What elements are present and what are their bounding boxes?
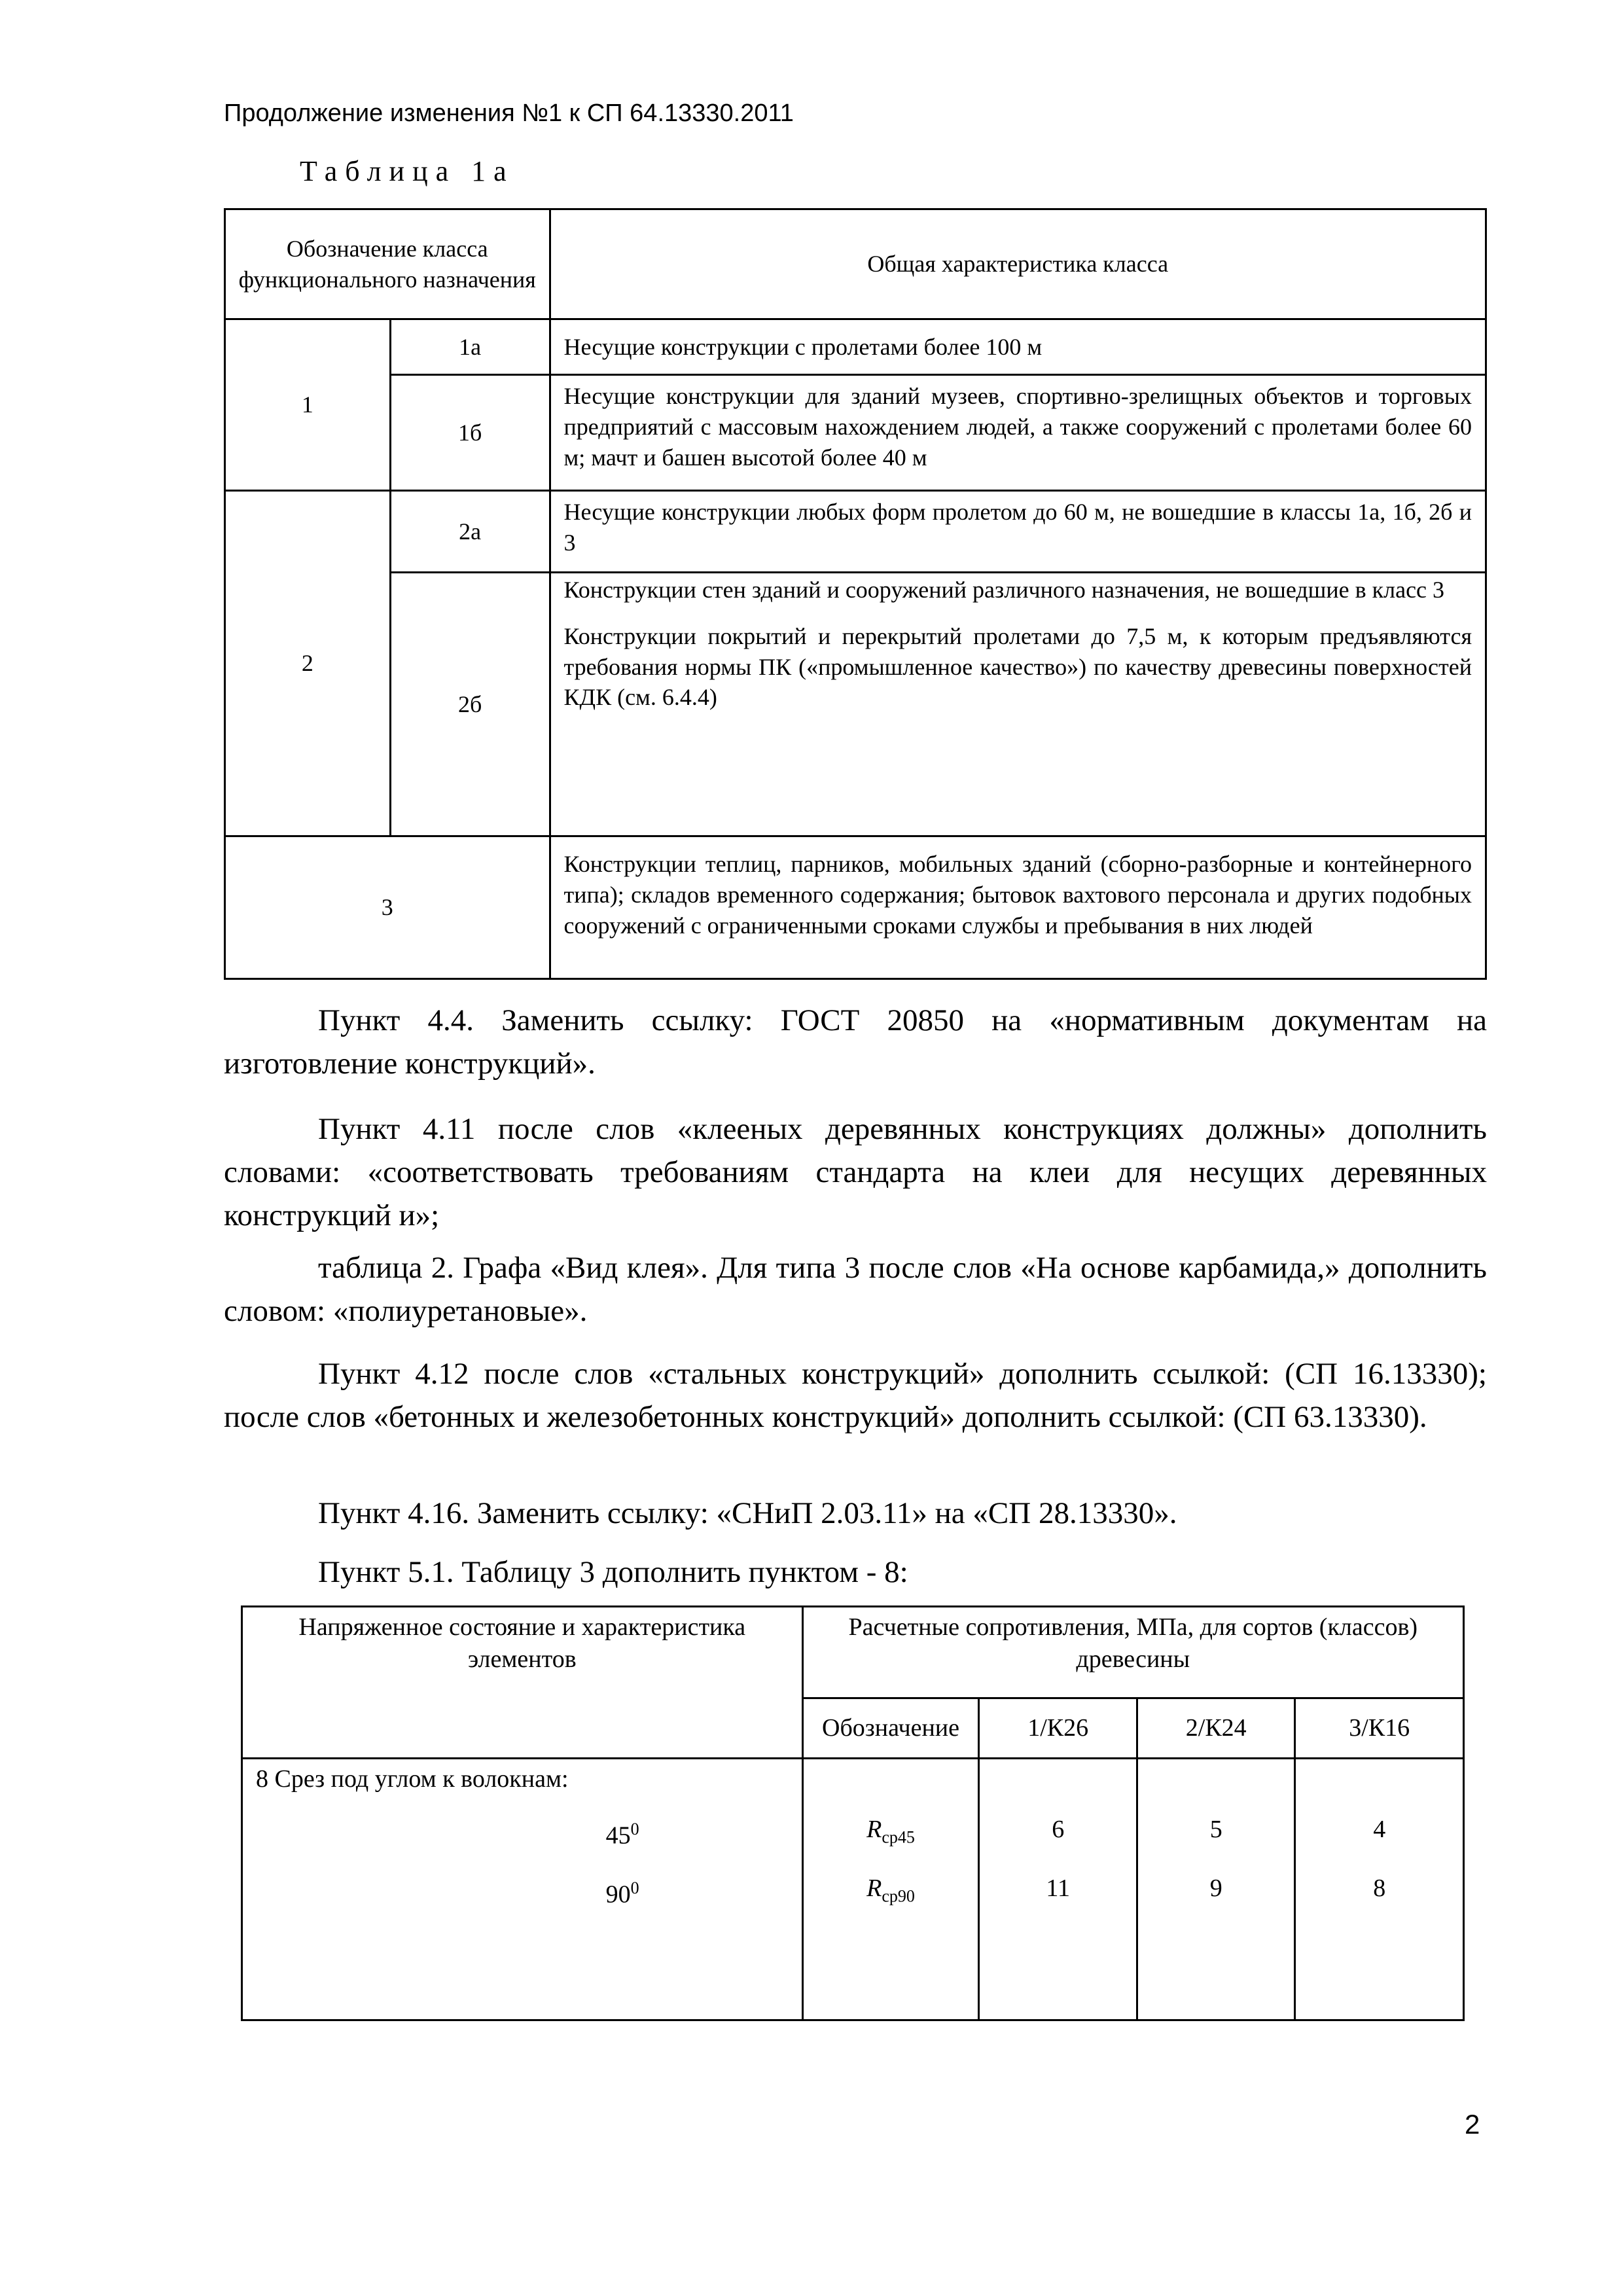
paragraph: таблица 2. Графа «Вид клея». Для типа 3 после слов «На основе карбамида,» дополнить словом: «полиуретановые». xyxy=(224,1251,1487,1328)
subheader-grade-2: 2/К24 xyxy=(1137,1698,1295,1759)
description-text: Конструкции стен зданий и сооружений различного назначения, не вошедшие в класс 3 xyxy=(563,577,1445,603)
value: 4 xyxy=(1373,1816,1386,1843)
angle-90: $90^0$ xyxy=(605,1878,639,1909)
page-number: 2 xyxy=(1465,2109,1480,2140)
description-cell: Несущие конструкции с пролетами более 100 м xyxy=(550,319,1486,375)
class-cell: 2 xyxy=(225,491,391,836)
table-row xyxy=(225,375,1486,491)
table-3-addition xyxy=(241,1605,1465,2021)
table-row xyxy=(225,319,1486,375)
description-cell: Конструкции теплиц, парников, мобильных зданий (сборно-разборные и контейнерного типа); складов временного содержания; бытовок вахтового персонала и других подобных сооружений с ограниченными сроками службы и пребывания в них людей xyxy=(550,836,1486,979)
subclass-cell: 1а xyxy=(390,319,550,375)
subclass-cell: 2б xyxy=(390,573,550,836)
value: 8 xyxy=(1373,1874,1386,1902)
state-cell xyxy=(242,1759,803,2020)
symbol-r-sr90: $R_{ср90}$ xyxy=(866,1874,915,1906)
value: 9 xyxy=(1209,1874,1222,1902)
description-cell: Несущие конструкции любых форм пролетом до 60 м, не вошедшие в классы 1а, 1б, 2б и 3 xyxy=(550,491,1486,573)
paragraph: Пункт 4.12 после слов «стальных конструкций» дополнить ссылкой: (СП 16.13330); после слов «бетонных и железобетонных конструкций» дополнить ссылкой: (СП 63.13330). xyxy=(224,1357,1487,1434)
table-1a-header-description: Общая характеристика класса xyxy=(550,209,1486,319)
description-text: Конструкции покрытий и перекрытий пролетами до 7,5 м, к которым предъявляются требования нормы ПК («промышленное качество») по качеству древесины поверхностей КДК (см. 6.4.4) xyxy=(563,622,1472,711)
table-3-header-row xyxy=(242,1607,1464,1698)
grade-2-cell xyxy=(1137,1759,1295,2020)
table-1a-caption: Таблица 1а xyxy=(300,155,514,187)
row-title: 8 Срез под углом к волокнам: xyxy=(256,1765,569,1793)
value: 6 xyxy=(1052,1816,1065,1843)
subheader-designation: Обозначение xyxy=(802,1698,979,1759)
angle-45: $45^0$ xyxy=(605,1820,639,1850)
paragraph: Пункт 4.16. Заменить ссылку: «СНиП 2.03.11» на «СП 28.13330». xyxy=(318,1496,1177,1530)
paragraph: Пункт 4.11 после слов «клееных деревянных конструкциях должны» дополнить словами: «соответствовать требованиям стандарта на клеи для несущих деревянных конструкций и»; xyxy=(224,1112,1487,1232)
table-row xyxy=(225,573,1486,836)
class-cell: 3 xyxy=(225,836,550,979)
paragraph: Пункт 5.1. Таблицу 3 дополнить пунктом - 8: xyxy=(318,1555,908,1589)
value: 11 xyxy=(1046,1874,1070,1902)
description-cell xyxy=(550,573,1486,836)
symbol-r-sr45: $R_{ср45}$ xyxy=(866,1816,915,1847)
subheader-grade-1: 1/К26 xyxy=(979,1698,1137,1759)
grade-1-cell xyxy=(979,1759,1137,2020)
subheader-grade-3: 3/К16 xyxy=(1295,1698,1464,1759)
grade-3-cell xyxy=(1295,1759,1464,2020)
table-row xyxy=(242,1759,1464,2020)
table-1a-header-row xyxy=(225,209,1486,319)
paragraph: Пункт 4.4. Заменить ссылку: ГОСТ 20850 на «нормативным документам на изготовление конструкций». xyxy=(224,1003,1487,1081)
table-3-header-resistance: Расчетные сопротивления, МПа, для сортов (классов) древесины xyxy=(802,1607,1463,1698)
description-cell: Несущие конструкции для зданий музеев, спортивно-зрелищных объектов и торговых предприятий с массовым нахождением людей, а также сооружений с пролетами более 60 м; мачт и башен высотой более 40 м xyxy=(550,375,1486,491)
value: 5 xyxy=(1209,1816,1222,1843)
subclass-cell: 2а xyxy=(390,491,550,573)
table-1a xyxy=(224,208,1487,980)
designation-cell xyxy=(802,1759,979,2020)
table-1a-header-class: Обозначение класса функционального назначения xyxy=(225,209,550,319)
table-3-header-state: Напряженное состояние и характеристика элементов xyxy=(242,1607,803,1759)
document-header: Продолжение изменения №1 к СП 64.13330.2011 xyxy=(224,99,794,127)
table-row xyxy=(225,491,1486,573)
table-row xyxy=(225,836,1486,979)
subclass-cell: 1б xyxy=(390,375,550,491)
class-cell: 1 xyxy=(225,319,391,491)
